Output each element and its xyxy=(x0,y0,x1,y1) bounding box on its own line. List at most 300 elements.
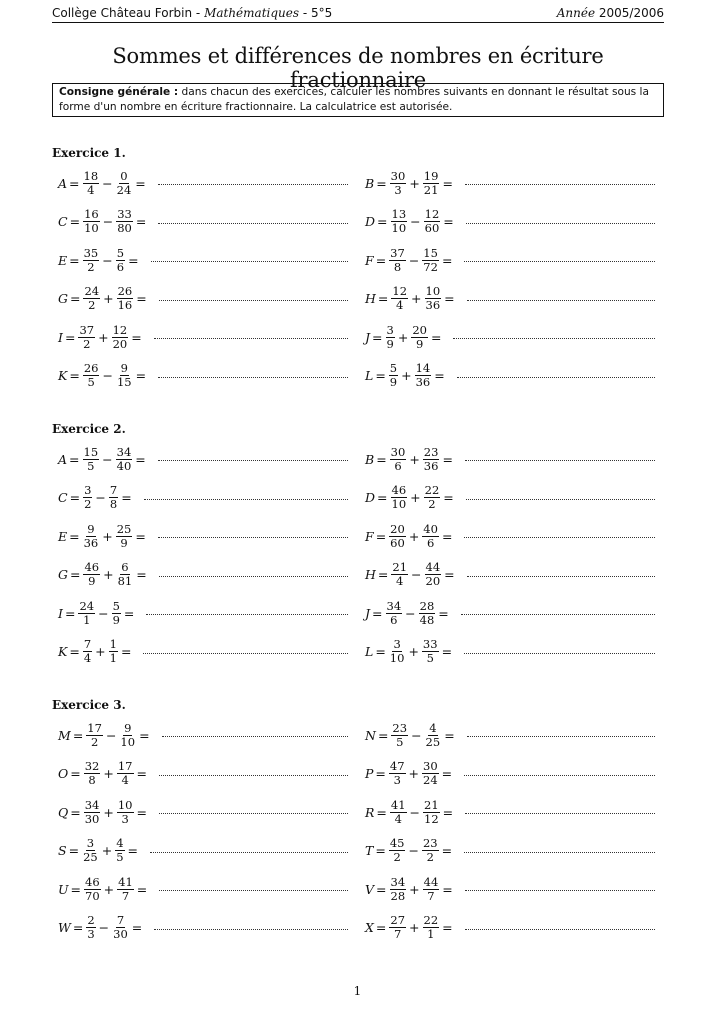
fraction-1 xyxy=(83,561,100,588)
equation-item xyxy=(365,596,655,630)
numerator: 47 xyxy=(389,759,405,773)
numerator: 3 xyxy=(86,836,95,850)
answer-line[interactable] xyxy=(159,887,348,891)
variable-name: C xyxy=(58,490,68,505)
equals-sign: = xyxy=(377,291,389,306)
numerator: 45 xyxy=(389,836,405,850)
answer-line[interactable] xyxy=(461,611,655,615)
equation-item xyxy=(58,282,348,316)
numerator: 0 xyxy=(120,168,128,183)
operator: + xyxy=(95,644,106,659)
operator: − xyxy=(405,605,416,621)
answer-line[interactable] xyxy=(464,258,655,262)
answer-line[interactable] xyxy=(465,810,655,814)
answer-line[interactable] xyxy=(158,374,348,378)
fraction-2 xyxy=(117,285,134,312)
equals-sign: = xyxy=(69,214,81,229)
answer-line[interactable] xyxy=(467,573,655,577)
answer-line[interactable] xyxy=(150,849,348,853)
equals-sign: = xyxy=(430,329,442,345)
fraction-1 xyxy=(83,170,100,197)
fraction-1 xyxy=(83,523,100,550)
operator: + xyxy=(102,528,113,544)
fraction-1 xyxy=(390,170,407,197)
fraction-2 xyxy=(423,914,440,941)
equation-item xyxy=(365,166,655,200)
numerator: 24 xyxy=(84,284,100,298)
answer-line[interactable] xyxy=(466,220,655,224)
variable-name: V xyxy=(365,881,375,897)
page-header xyxy=(52,6,664,23)
equals-sign: = xyxy=(376,451,387,467)
equals-sign: = xyxy=(375,766,386,781)
denominator: 6 xyxy=(390,612,398,627)
numerator: 23 xyxy=(423,444,439,459)
operator: + xyxy=(409,451,420,467)
denominator: 2 xyxy=(90,734,99,749)
answer-line[interactable] xyxy=(464,534,655,538)
fraction-1 xyxy=(386,324,395,351)
denominator: 81 xyxy=(117,574,133,588)
denominator: 8 xyxy=(88,773,96,787)
instructions-label: Consigne générale : xyxy=(59,86,179,98)
fraction-1 xyxy=(78,324,95,351)
equals-sign: = xyxy=(68,843,80,858)
equals-sign: = xyxy=(69,528,80,544)
fraction-2 xyxy=(115,837,124,864)
equals-sign: = xyxy=(135,175,146,191)
equation-item xyxy=(365,205,655,239)
numerator: 40 xyxy=(423,521,438,536)
fraction-2 xyxy=(116,362,133,389)
numerator: 10 xyxy=(117,797,133,812)
numerator: 22 xyxy=(424,483,440,497)
equation-item xyxy=(58,166,348,200)
page-title: Sommes et différences de nombres en écriture fractionnaire xyxy=(112,44,604,92)
operator: + xyxy=(408,644,419,659)
equation-item xyxy=(365,282,655,316)
equals-sign: = xyxy=(70,881,82,897)
variable-name: G xyxy=(58,291,68,306)
equals-sign: = xyxy=(375,843,386,858)
answer-line[interactable] xyxy=(158,457,348,461)
denominator: 9 xyxy=(415,336,424,351)
numerator: 30 xyxy=(423,759,438,773)
denominator: 7 xyxy=(121,888,130,903)
equals-sign: = xyxy=(69,368,80,383)
denominator: 5 xyxy=(116,850,124,864)
numerator: 5 xyxy=(389,361,398,375)
numerator: 23 xyxy=(392,720,408,735)
fraction-1 xyxy=(84,799,101,826)
fraction-1 xyxy=(390,799,407,826)
fraction-2 xyxy=(119,722,136,749)
numerator: 26 xyxy=(117,284,133,298)
answer-line[interactable] xyxy=(465,457,655,461)
numerator: 6 xyxy=(121,560,129,574)
numerator: 20 xyxy=(412,322,427,337)
equals-sign: = xyxy=(135,214,147,229)
equation-item xyxy=(58,243,348,277)
denominator: 2 xyxy=(84,497,92,511)
equals-sign: = xyxy=(120,644,132,659)
equals-sign: = xyxy=(135,368,147,383)
numerator: 13 xyxy=(391,207,407,221)
fraction-2 xyxy=(112,324,129,351)
numerator: 12 xyxy=(112,322,128,337)
answer-line[interactable] xyxy=(453,335,655,339)
numerator: 34 xyxy=(390,874,406,889)
fraction-2 xyxy=(424,484,441,511)
operator: + xyxy=(409,175,420,191)
denominator: 2 xyxy=(428,497,436,511)
denominator: 9 xyxy=(386,336,394,351)
answer-line[interactable] xyxy=(158,534,348,538)
denominator: 9 xyxy=(88,574,96,588)
denominator: 10 xyxy=(391,497,407,511)
equals-sign: = xyxy=(127,843,138,858)
numerator: 7 xyxy=(83,637,92,651)
variable-name: E xyxy=(58,252,68,268)
denominator: 6 xyxy=(394,458,402,473)
answer-line[interactable] xyxy=(464,772,655,776)
denominator: 25 xyxy=(425,734,441,749)
fraction-2 xyxy=(425,561,442,588)
variable-name: A xyxy=(58,175,68,191)
equation-item xyxy=(58,635,348,669)
fraction-2 xyxy=(423,170,440,197)
fraction-1 xyxy=(391,722,408,749)
numerator: 22 xyxy=(423,913,439,927)
denominator: 5 xyxy=(396,734,404,749)
operator: − xyxy=(105,727,117,743)
denominator: 15 xyxy=(116,375,132,389)
answer-line[interactable] xyxy=(159,573,348,577)
equals-sign: = xyxy=(69,252,80,268)
answer-line[interactable] xyxy=(464,849,655,853)
operator: − xyxy=(411,567,422,582)
equals-sign: = xyxy=(442,451,453,467)
fraction-1 xyxy=(78,600,95,627)
fraction-1 xyxy=(83,285,100,312)
denominator: 4 xyxy=(121,773,129,787)
numerator: 4 xyxy=(116,836,124,850)
equation-item xyxy=(58,718,348,752)
operator: − xyxy=(102,175,113,191)
variable-name: F xyxy=(365,528,374,544)
header-left xyxy=(52,6,332,20)
equals-sign: = xyxy=(377,567,389,582)
numerator: 33 xyxy=(117,207,132,221)
numerator: 34 xyxy=(116,444,132,459)
operator: + xyxy=(401,368,412,383)
numerator: 7 xyxy=(109,483,118,497)
answer-line[interactable] xyxy=(465,181,655,185)
equals-sign: = xyxy=(69,175,80,191)
denominator: 21 xyxy=(423,182,439,197)
denominator: 80 xyxy=(117,221,132,235)
numerator: 21 xyxy=(424,797,439,812)
equals-sign: = xyxy=(375,368,386,383)
fraction-2 xyxy=(116,170,133,197)
answer-line[interactable] xyxy=(467,297,655,301)
fraction-2 xyxy=(423,799,440,826)
answer-line[interactable] xyxy=(154,335,348,339)
equals-sign: = xyxy=(444,291,455,306)
exercise-title: Exercice 3. xyxy=(52,698,126,712)
denominator: 6 xyxy=(426,535,435,550)
answer-line[interactable] xyxy=(464,650,655,654)
equals-sign: = xyxy=(441,252,453,268)
numerator: 34 xyxy=(386,598,402,613)
denominator: 5 xyxy=(87,375,95,389)
variable-name: G xyxy=(58,567,68,582)
equation-item xyxy=(365,243,655,277)
numerator: 10 xyxy=(425,284,441,298)
denominator: 10 xyxy=(391,221,407,235)
denominator: 1 xyxy=(83,612,91,627)
variable-name: J xyxy=(365,329,371,345)
answer-line[interactable] xyxy=(144,496,348,500)
equals-sign: = xyxy=(441,644,453,659)
denominator: 10 xyxy=(389,651,405,665)
variable-name: C xyxy=(58,214,68,229)
header-subject: Mathématiques xyxy=(204,6,300,20)
operator: + xyxy=(103,567,114,582)
operator: − xyxy=(95,490,106,505)
header-year: 2005/2006 xyxy=(595,6,664,20)
denominator: 8 xyxy=(393,259,402,274)
equals-sign: = xyxy=(375,644,386,659)
equals-sign: = xyxy=(72,920,84,935)
answer-line[interactable] xyxy=(465,887,655,891)
denominator: 2 xyxy=(83,336,91,351)
equals-sign: = xyxy=(444,567,455,582)
header-right xyxy=(557,6,664,20)
operator: + xyxy=(410,490,421,505)
fraction-1 xyxy=(83,446,100,473)
equals-sign: = xyxy=(64,329,76,345)
denominator: 4 xyxy=(83,651,92,665)
answer-line[interactable] xyxy=(465,926,655,930)
equals-sign: = xyxy=(136,291,147,306)
equals-sign: = xyxy=(69,644,80,659)
variable-name: A xyxy=(58,451,68,467)
answer-line[interactable] xyxy=(457,374,655,378)
answer-line[interactable] xyxy=(154,926,348,930)
denominator: 3 xyxy=(394,182,402,197)
operator: + xyxy=(409,920,420,935)
equals-sign: = xyxy=(377,727,389,743)
equation-item xyxy=(365,359,655,393)
fraction-1 xyxy=(391,561,408,588)
exercise-title: Exercice 1. xyxy=(52,146,126,160)
equals-sign: = xyxy=(136,881,148,897)
equation-item xyxy=(58,834,348,868)
variable-name: H xyxy=(365,291,376,306)
variable-name: I xyxy=(58,605,63,621)
denominator: 30 xyxy=(113,927,128,941)
answer-line[interactable] xyxy=(158,181,348,185)
numerator: 25 xyxy=(116,521,132,536)
fraction-1 xyxy=(389,247,406,274)
numerator: 18 xyxy=(83,168,99,183)
numerator: 1 xyxy=(109,637,117,651)
variable-name: D xyxy=(365,214,376,229)
operator: + xyxy=(408,766,420,781)
variable-name: J xyxy=(365,605,371,621)
equals-sign: = xyxy=(442,175,453,191)
equals-sign: = xyxy=(121,490,132,505)
equals-sign: = xyxy=(135,451,146,467)
answer-line[interactable] xyxy=(143,650,348,654)
numerator: 30 xyxy=(390,168,406,183)
instructions-text: dans chacun des exercices, calculer les nombres suivants en donnant le résultat sous la forme d'un nombre en écriture fractionnaire. La calculatrice est autorisée. xyxy=(59,86,649,113)
equals-sign: = xyxy=(136,567,147,582)
operator: + xyxy=(101,843,113,858)
equals-sign: = xyxy=(372,329,383,345)
operator: + xyxy=(103,291,114,306)
numerator: 17 xyxy=(87,720,102,735)
fraction-1 xyxy=(86,914,95,941)
operator: − xyxy=(409,804,421,820)
equation-item xyxy=(365,872,655,906)
operator: − xyxy=(98,920,110,935)
equals-sign: = xyxy=(443,490,454,505)
equals-sign: = xyxy=(438,605,449,621)
denominator: 30 xyxy=(84,811,100,826)
denominator: 8 xyxy=(109,497,118,511)
denominator: 48 xyxy=(419,612,435,627)
fraction-2 xyxy=(116,446,133,473)
equals-sign: = xyxy=(434,368,445,383)
equation-item xyxy=(365,558,655,592)
numerator: 21 xyxy=(392,560,408,574)
equals-sign: = xyxy=(376,881,387,897)
denominator: 4 xyxy=(394,811,402,826)
answer-line[interactable] xyxy=(159,810,348,814)
operator: + xyxy=(409,881,420,897)
instructions-box xyxy=(52,83,664,117)
denominator: 5 xyxy=(87,458,95,473)
fraction-2 xyxy=(112,914,129,941)
equals-sign: = xyxy=(70,291,81,306)
variable-name: L xyxy=(365,368,374,383)
equals-sign: = xyxy=(443,214,454,229)
fraction-2 xyxy=(117,876,134,903)
numerator: 24 xyxy=(79,598,95,613)
numerator: 46 xyxy=(84,560,100,574)
equation-item xyxy=(58,320,348,354)
denominator: 25 xyxy=(83,850,98,864)
fraction-2 xyxy=(411,324,428,351)
answer-line[interactable] xyxy=(146,611,348,615)
equals-sign: = xyxy=(376,175,387,191)
denominator: 10 xyxy=(84,221,99,235)
equals-sign: = xyxy=(131,329,142,345)
equation-item xyxy=(365,442,655,476)
denominator: 3 xyxy=(121,811,129,826)
answer-line[interactable] xyxy=(158,220,348,224)
fraction-1 xyxy=(83,484,92,511)
fraction-2 xyxy=(116,208,133,235)
equals-sign: = xyxy=(70,766,81,781)
denominator: 5 xyxy=(426,651,434,665)
variable-name: F xyxy=(365,252,374,268)
denominator: 2 xyxy=(88,298,96,312)
variable-name: W xyxy=(58,920,71,935)
fraction-1 xyxy=(390,876,407,903)
equation-item xyxy=(58,558,348,592)
numerator: 5 xyxy=(112,598,120,613)
numerator: 35 xyxy=(83,245,99,260)
equals-sign: = xyxy=(441,528,453,544)
fraction-2 xyxy=(117,561,134,588)
numerator: 5 xyxy=(116,245,125,260)
denominator: 60 xyxy=(424,221,440,235)
numerator: 12 xyxy=(424,207,440,221)
answer-line[interactable] xyxy=(466,496,655,500)
fraction-2 xyxy=(422,837,439,864)
numerator: 17 xyxy=(117,759,133,773)
numerator: 16 xyxy=(84,207,99,221)
fraction-1 xyxy=(83,208,100,235)
numerator: 12 xyxy=(392,284,408,298)
fraction-2 xyxy=(116,523,133,550)
answer-line[interactable] xyxy=(151,258,348,262)
denominator: 6 xyxy=(116,259,125,274)
fraction-2 xyxy=(422,523,439,550)
equation-item xyxy=(58,911,348,945)
answer-line[interactable] xyxy=(162,733,348,737)
fraction-2 xyxy=(419,600,436,627)
operator: − xyxy=(102,214,114,229)
equals-sign: = xyxy=(377,214,388,229)
equals-sign: = xyxy=(375,252,387,268)
fraction-1 xyxy=(391,285,408,312)
variable-name: T xyxy=(365,843,374,858)
header-class: - 5°5 xyxy=(299,6,333,20)
numerator: 30 xyxy=(390,444,406,459)
numerator: 44 xyxy=(423,874,439,889)
equals-sign: = xyxy=(128,252,139,268)
fraction-1 xyxy=(84,760,101,787)
variable-name: M xyxy=(58,727,71,743)
operator: + xyxy=(98,329,109,345)
equation-item xyxy=(365,481,655,515)
numerator: 14 xyxy=(415,361,431,375)
equals-sign: = xyxy=(69,490,81,505)
equals-sign: = xyxy=(375,528,387,544)
equation-item xyxy=(58,519,348,553)
answer-line[interactable] xyxy=(467,733,655,737)
denominator: 20 xyxy=(112,336,128,351)
denominator: 36 xyxy=(415,375,431,389)
numerator: 27 xyxy=(390,913,406,927)
variable-name: H xyxy=(365,567,376,582)
equation-item xyxy=(58,757,348,791)
variable-name: X xyxy=(365,920,374,935)
fraction-2 xyxy=(112,600,121,627)
variable-name: P xyxy=(365,766,374,781)
answer-line[interactable] xyxy=(159,772,348,776)
denominator: 10 xyxy=(120,734,136,749)
fraction-1 xyxy=(391,484,408,511)
answer-line[interactable] xyxy=(159,297,348,301)
variable-name: R xyxy=(365,804,375,820)
variable-name: L xyxy=(365,644,374,659)
equation-item xyxy=(58,596,348,630)
